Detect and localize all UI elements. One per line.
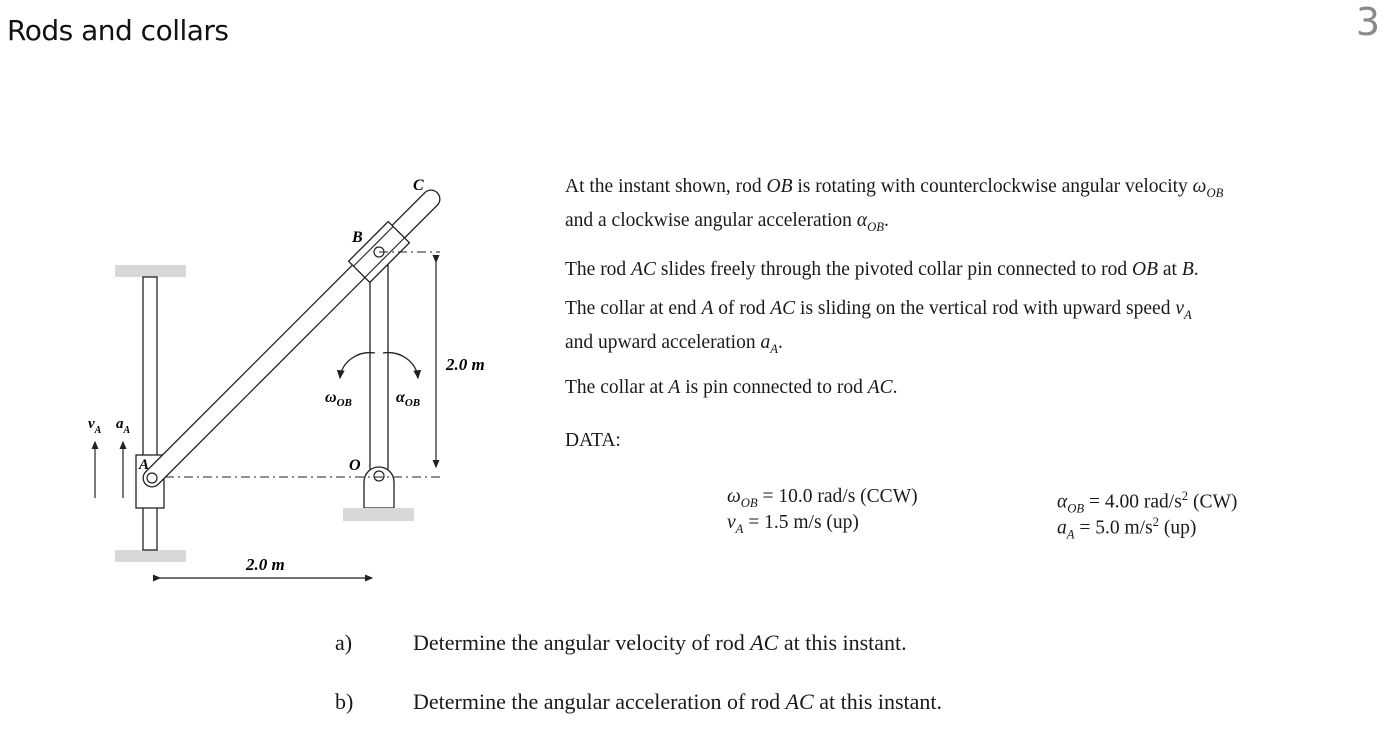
label-va: $v_A$ [88,416,102,436]
dim-vertical-label: 2.0 m [446,355,485,374]
ground-plate-o [343,508,414,521]
pin-a [147,473,157,483]
label-a: A [139,457,150,473]
data-omega-ob: $\omega_{OB} = 10.0$ rad/s (CCW) [727,486,918,510]
question-b-letter: b) [335,689,354,714]
problem-paragraph-3: The collar at end A of rod AC is sliding on the vertical rod with upward speed $v_A$ and upward acceleration $a_A$. [565,298,1192,356]
problem-paragraph-4: The collar at A is pin connected to rod AC. [565,377,898,398]
label-omega-ob: $\omega_{OB}$ [325,389,352,409]
data-heading: DATA: [565,430,621,451]
problem-paragraph-1: At the instant shown, rod OB is rotating with counterclockwise angular velocity $\omega_{OB}$ and a clockwise angular acceleration $\alpha_{OB}$. [565,176,1224,234]
question-a-letter: a) [335,630,353,655]
dim-horizontal-label: 2.0 m [246,555,285,574]
question-b-text: Determine the angular acceleration of rod AC at this instant. [413,689,943,714]
label-b: B [352,229,363,246]
label-aa: $a_A$ [116,416,131,436]
vertical-guide-rod [143,277,157,550]
label-o: O [349,457,361,474]
label-alpha-ob: $\alpha_{OB}$ [396,389,421,409]
bottom-ground-plate [115,550,186,562]
data-va: $v_A = 1.5$ m/s (up) [727,512,859,536]
pin-o [374,471,384,481]
data-alpha-ob: $\alpha_{OB} = 4.00$ rad/$s^2$ (CW) [1057,489,1238,516]
data-aa: $a_A = 5.0$ $m/s^2$ (up) [1057,515,1197,542]
slide-number: 3 [1355,0,1380,44]
rod-ob [370,250,388,482]
slide-title: Rods and collars [7,14,229,47]
mechanism-diagram [80,170,510,590]
top-ground-plate [115,265,186,277]
label-c: C [413,177,424,194]
question-a-text: Determine the angular velocity of rod AC at this instant. [413,630,907,655]
problem-paragraph-2: The rod AC slides freely through the pivoted collar pin connected to rod OB at B. [565,259,1199,280]
